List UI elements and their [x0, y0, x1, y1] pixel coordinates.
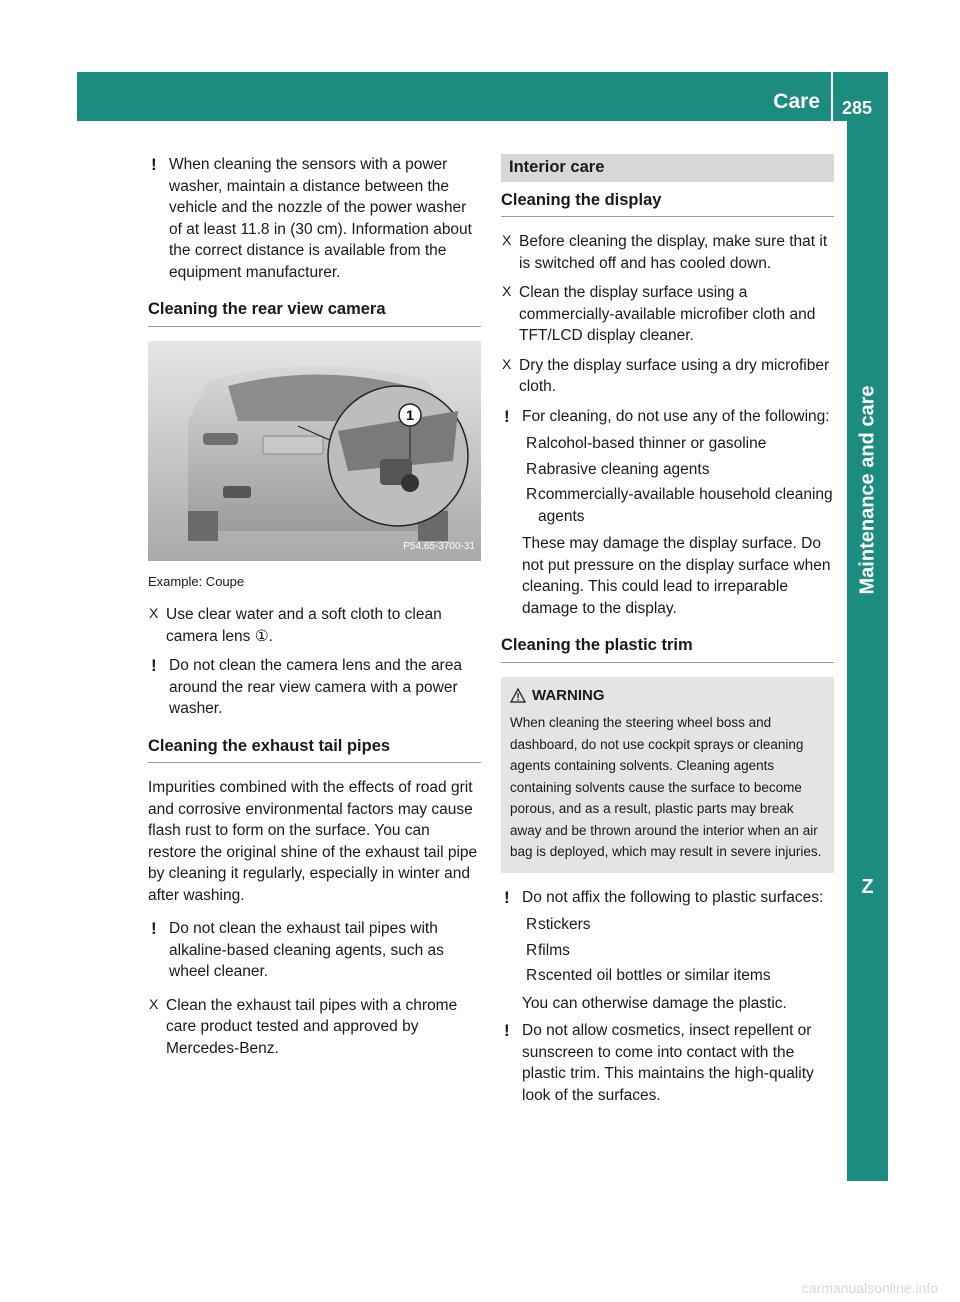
plastic-after-text: You can otherwise damage the plastic.	[522, 994, 787, 1012]
note-cosmetics	[501, 1020, 834, 1106]
rear-camera-photo	[148, 341, 481, 561]
note-text: Do not clean the camera lens and the area around the rear view camera with a power washer.	[169, 657, 462, 717]
car-rear-illustration	[148, 341, 481, 561]
list-item	[522, 433, 834, 455]
callout-1: 1	[406, 406, 414, 423]
note-icon: !	[151, 919, 157, 938]
note-display	[501, 406, 834, 620]
note-plastic	[501, 887, 834, 1015]
footer-watermark: carmanualsonline.info	[801, 1280, 938, 1296]
note-icon: !	[504, 406, 510, 426]
note-icon: !	[504, 887, 510, 907]
figure-caption: Example: Coupe	[148, 573, 245, 589]
warning-triangle-icon	[510, 688, 526, 703]
step-icon: X	[149, 605, 159, 621]
step-icon: X	[502, 232, 512, 248]
step-exhaust	[148, 995, 481, 1060]
heading-rear-camera: Cleaning the rear view camera	[148, 299, 481, 327]
display-after-text: These may damage the display surface. Do not put pressure on the display surface when cleaning. This could lead to irreparable damage to the display.	[522, 535, 831, 617]
note-icon: !	[504, 1021, 510, 1040]
chapter-title-text: Maintenance and care	[856, 385, 878, 595]
heading-plastic: Cleaning the plastic trim	[501, 635, 834, 663]
heading-display: Cleaning the display	[501, 190, 834, 218]
step-text: Before cleaning the display, make sure that it is switched off and has cooled down.	[519, 233, 828, 272]
list-item	[522, 965, 834, 987]
bullet-icon: R	[526, 460, 538, 478]
step-display-3	[501, 355, 834, 398]
list-item-text: alcohol-based thinner or gasoline	[538, 435, 767, 452]
header-divider	[831, 72, 833, 121]
list-item	[522, 484, 834, 527]
note-camera	[148, 655, 481, 720]
bullet-icon: R	[526, 435, 538, 452]
list-item	[522, 459, 834, 481]
step-text: Clean the display surface using a commercially-available microfiber cloth and TFT/LCD display cleaner.	[519, 284, 816, 344]
index-tab-letter: Z	[861, 876, 874, 898]
warning-box	[501, 677, 834, 873]
list-item-text: scented oil bottles or similar items	[538, 967, 771, 984]
page-number: 285	[842, 98, 873, 118]
note-sensors	[148, 154, 481, 283]
header-bar	[77, 72, 888, 121]
step-icon: X	[502, 355, 512, 372]
step-text: Use clear water and a soft cloth to clean camera lens ①.	[166, 606, 442, 645]
index-tab	[847, 866, 888, 908]
step-camera	[148, 604, 481, 647]
note-exhaust	[148, 918, 481, 983]
right-column	[501, 154, 834, 1118]
step-display-1	[501, 231, 834, 274]
note-text: Do not allow cosmetics, insect repellent or sunscreen to come into contact with the plastic trim. This maintains the high-quality look of the surfaces.	[522, 1022, 814, 1104]
list-item-text: abrasive cleaning agents	[538, 460, 710, 478]
warning-heading	[510, 685, 827, 707]
chapter-title	[847, 130, 888, 850]
bullet-icon: R	[526, 486, 538, 503]
step-text: Dry the display surface using a dry microfiber cloth.	[519, 356, 830, 395]
bullet-icon: R	[526, 967, 538, 984]
section-title: Care	[773, 90, 820, 113]
step-text: Clean the exhaust tail pipes with a chrome care product tested and approved by Mercedes-Benz.	[166, 996, 458, 1057]
bullet-icon: R	[526, 941, 538, 959]
list-item	[522, 914, 834, 936]
warning-title: WARNING	[532, 686, 605, 704]
note-text: When cleaning the sensors with a power washer, maintain a distance between the vehicle and the nozzle of the power washer of at least 11.8 in (30 cm). Information about the correct distance is available from the equipment manufacturer.	[169, 156, 472, 281]
step-display-2	[501, 282, 834, 347]
warning-text: When cleaning the steering wheel boss and dashboard, do not use cockpit sprays or cleaning agents containing solvents. Cleaning agents containing solvents cause the surface to become porous, and as a result, plastic parts may break away and be thrown around the interior when an air bag is deployed, which may result in severe injuries.	[510, 715, 822, 859]
note-icon: !	[151, 155, 157, 174]
list-item-text: films	[538, 941, 570, 959]
paragraph-exhaust: Impurities combined with the effects of road grit and corrosive environmental factors may cause flash rust to form on the surface. You can restore the original shine of the exhaust tail pipe by cleaning it regularly, especially in winter and after washing.	[148, 779, 478, 904]
note-text: Do not affix the following to plastic surfaces:	[522, 888, 824, 906]
note-text: For cleaning, do not use any of the following:	[522, 407, 830, 425]
bullet-icon: R	[526, 916, 538, 933]
list-item-text: commercially-available household cleaning agents	[538, 486, 833, 525]
heading-exhaust: Cleaning the exhaust tail pipes	[148, 736, 481, 764]
note-icon: !	[151, 656, 157, 675]
step-icon: X	[149, 995, 159, 1012]
list-item	[522, 940, 834, 962]
figure-code: P54.65-3700-31	[403, 541, 475, 552]
heading-interior-care: Interior care	[501, 154, 834, 182]
step-icon: X	[502, 283, 512, 299]
left-column	[148, 154, 481, 1067]
list-item-text: stickers	[538, 916, 591, 933]
note-text: Do not clean the exhaust tail pipes with alkaline-based cleaning agents, such as wheel cleaner.	[169, 920, 444, 980]
